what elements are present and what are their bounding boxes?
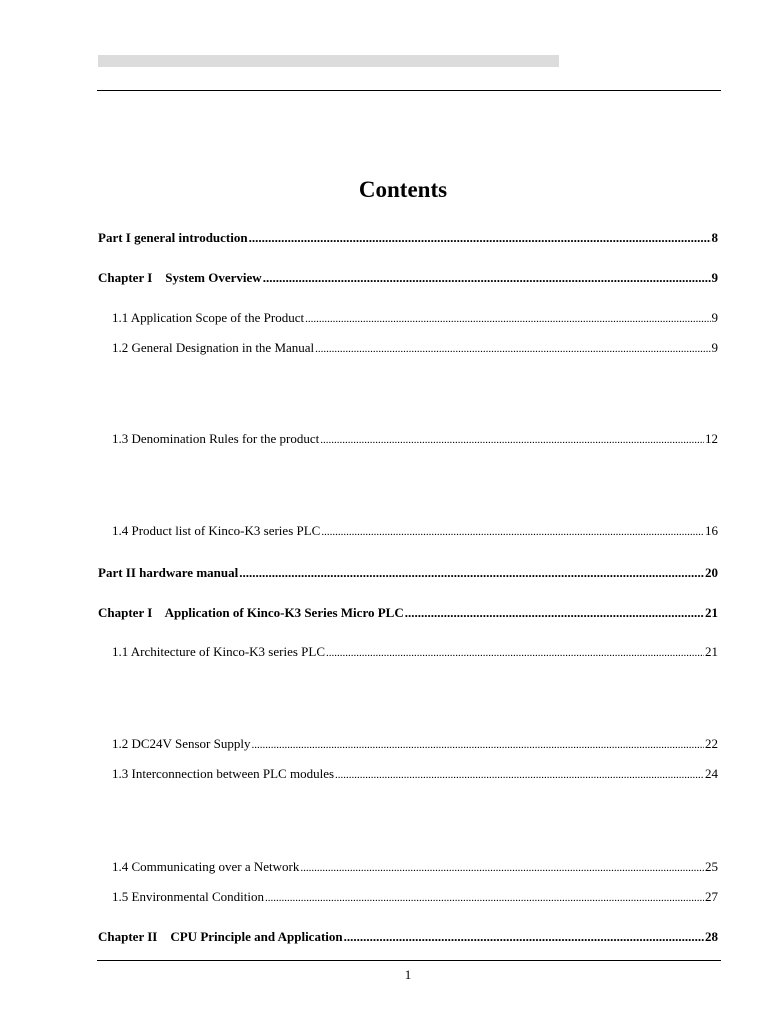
- toc-entry-hw-1-1[interactable]: [112, 643, 718, 661]
- toc-entry-page: 25: [705, 859, 718, 874]
- page-number: 1: [404, 967, 412, 982]
- toc-entry-page: 12: [705, 431, 718, 446]
- toc-entry-label: Chapter I Application of Kinco-K3 Series Micro PLC: [98, 605, 404, 620]
- toc-entry-1-4[interactable]: [112, 522, 718, 540]
- toc-dot-leader: [405, 604, 704, 622]
- toc-entry-page: 24: [705, 766, 718, 781]
- toc-entry-hw-1-3[interactable]: [112, 765, 718, 783]
- toc-dot-leader: [239, 564, 704, 582]
- toc-entry-chapter-2[interactable]: [98, 928, 718, 946]
- page-title: Contents: [358, 177, 448, 202]
- toc-entry-1-2[interactable]: [112, 339, 718, 357]
- toc-entry-part-2[interactable]: [98, 564, 718, 582]
- toc-dot-leader: [263, 269, 711, 287]
- toc-dot-leader: [265, 888, 704, 907]
- toc-entry-page: 28: [705, 929, 718, 944]
- footer-rule: [97, 960, 721, 961]
- toc-entry-page: 21: [705, 644, 718, 659]
- toc-entry-label: 1.4 Communicating over a Network: [112, 859, 300, 874]
- toc-entry-label: 1.4 Product list of Kinco-K3 series PLC: [112, 523, 321, 538]
- toc-entry-label: 1.3 Denomination Rules for the product: [112, 431, 320, 446]
- toc-entry-hw-1-4[interactable]: [112, 858, 718, 876]
- toc-entry-label: 1.1 Architecture of Kinco-K3 series PLC: [112, 644, 326, 659]
- toc-entry-label: Part I general introduction: [98, 230, 248, 245]
- toc-entry-page: 9: [711, 310, 718, 325]
- toc-dot-leader: [321, 522, 704, 541]
- toc-entry-page: 9: [711, 340, 718, 355]
- toc-entry-label: 1.1 Application Scope of the Product: [112, 310, 305, 325]
- toc-entry-page: 20: [705, 565, 718, 580]
- toc-entry-chapter-1[interactable]: [98, 269, 718, 287]
- toc-dot-leader: [335, 765, 704, 784]
- toc-entry-page: 22: [705, 736, 718, 751]
- toc-entry-label: 1.5 Environmental Condition: [112, 889, 265, 904]
- toc-dot-leader: [344, 928, 704, 946]
- toc-entry-1-3[interactable]: [112, 430, 718, 448]
- toc-entry-label: Chapter I System Overview: [98, 270, 262, 285]
- toc-dot-leader: [300, 858, 704, 877]
- toc-entry-1-1[interactable]: [112, 309, 718, 327]
- toc-entry-label: Part II hardware manual: [98, 565, 239, 580]
- toc-entry-label: Chapter II CPU Principle and Application: [98, 929, 343, 944]
- toc-dot-leader: [315, 339, 710, 358]
- toc-entry-page: 21: [705, 605, 718, 620]
- toc-entry-page: 16: [705, 523, 718, 538]
- toc-entry-label: 1.2 General Designation in the Manual: [112, 340, 315, 355]
- toc-entry-label: 1.3 Interconnection between PLC modules: [112, 766, 335, 781]
- toc-dot-leader: [320, 430, 704, 449]
- toc-entry-part-1[interactable]: [98, 229, 718, 247]
- toc-dot-leader: [326, 643, 704, 662]
- toc-entry-page: 8: [711, 230, 718, 245]
- toc-dot-leader: [249, 229, 711, 247]
- toc-entry-page: 27: [705, 889, 718, 904]
- toc-dot-leader: [251, 735, 704, 754]
- toc-entry-hw-1-2[interactable]: [112, 735, 718, 753]
- toc-entry-hw-1-5[interactable]: [112, 888, 718, 906]
- toc-entry-page: 9: [711, 270, 718, 285]
- toc-entry-label: 1.2 DC24V Sensor Supply: [112, 736, 251, 751]
- toc-dot-leader: [305, 309, 710, 328]
- toc-entry-chapter-1-hw[interactable]: [98, 604, 718, 622]
